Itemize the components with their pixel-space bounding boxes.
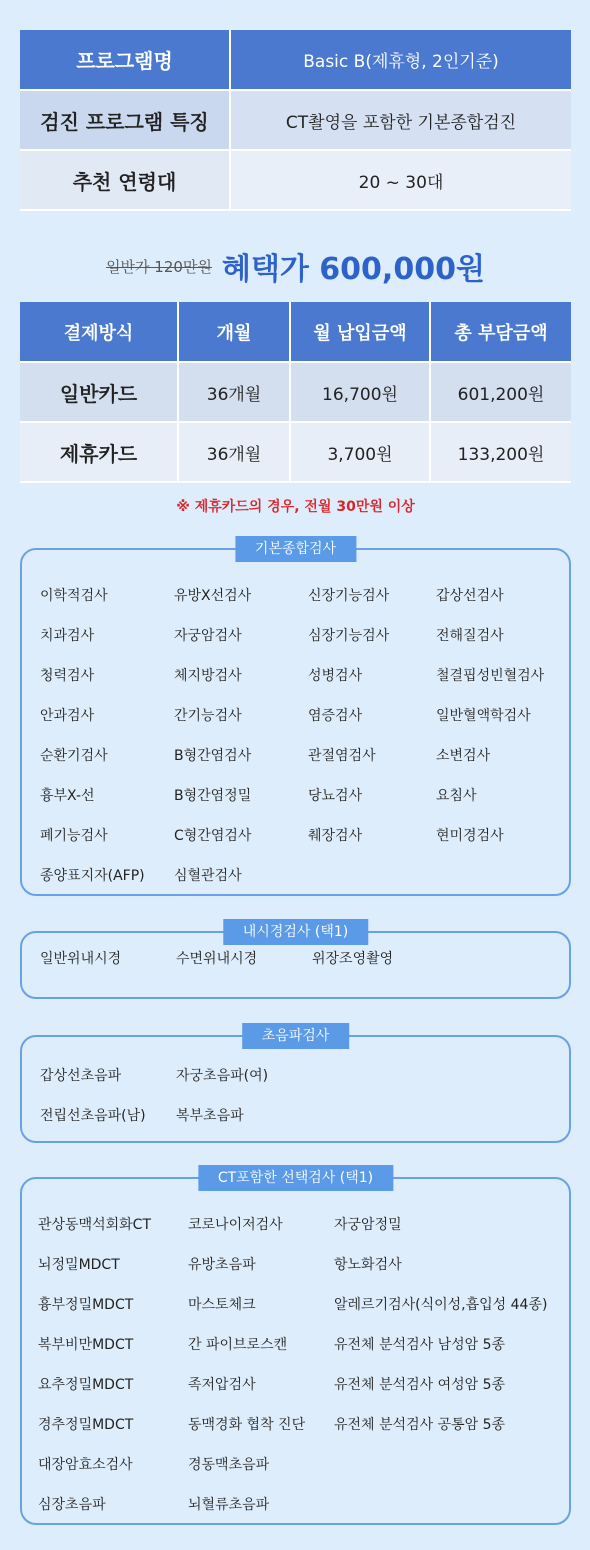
exam-item: 흉부정밀MDCT	[38, 1297, 134, 1313]
info-key: 검진 프로그램 특징	[20, 90, 230, 150]
exam-item: 자궁암검사	[174, 628, 242, 644]
info-value: Basic B(제휴형, 2인기준)	[230, 30, 571, 90]
exam-item: 동맥경화 협착 진단	[188, 1417, 306, 1433]
exam-item: 요침사	[436, 788, 477, 804]
exam-item: 일반위내시경	[40, 951, 122, 967]
exam-item: 뇌혈류초음파	[188, 1497, 270, 1513]
exam-item	[334, 1445, 574, 1485]
info-row-feature	[20, 90, 571, 150]
exam-item: 췌장검사	[308, 828, 363, 844]
exam-item: 항노화검사	[334, 1257, 402, 1273]
exam-item: 치과검사	[40, 628, 95, 644]
exam-item: 위장조영촬영	[312, 951, 394, 967]
exam-item: 전립선초음파(남)	[40, 1108, 146, 1124]
payment-cell: 601,200원	[430, 362, 571, 422]
page	[20, 30, 571, 1513]
partner-card-note: ※ 제휴카드의 경우, 전월 30만원 이상	[176, 499, 415, 515]
payment-cell: 일반카드	[20, 362, 178, 422]
exam-item: 대장암효소검사	[38, 1457, 133, 1473]
exam-item: 자궁암정밀	[334, 1217, 402, 1233]
exam-item: 유전체 분석검사 공통암 5종	[334, 1417, 506, 1433]
exam-list	[40, 1056, 312, 1136]
exam-item: 복부초음파	[176, 1108, 244, 1124]
exam-item: 관절염검사	[308, 748, 376, 764]
exam-item: 자궁초음파(여)	[176, 1068, 269, 1084]
exam-item: 소변검사	[436, 748, 491, 764]
exam-list	[38, 1205, 574, 1525]
info-row-age	[20, 150, 571, 210]
exam-item: 복부비만MDCT	[38, 1337, 134, 1353]
info-key: 추천 연령대	[20, 150, 230, 210]
exam-item: 신장기능검사	[308, 588, 390, 604]
exam-item: 당뇨검사	[308, 788, 363, 804]
exam-item: B형간염정밀	[174, 788, 252, 804]
payment-header: 총 부담금액	[430, 302, 571, 362]
exam-item	[334, 1485, 574, 1525]
exam-item: 유전체 분석검사 여성암 5종	[334, 1377, 506, 1393]
exam-item: 염증검사	[308, 708, 363, 724]
exam-item: 갑상선초음파	[40, 1068, 122, 1084]
payment-row-general-card	[20, 362, 571, 422]
exam-item: 순환기검사	[40, 748, 108, 764]
exam-item: 흉부X-선	[40, 788, 95, 804]
exam-item: C형간염검사	[174, 828, 252, 844]
payment-row-partner-card	[20, 422, 571, 482]
exam-item: 관상동맥석회화CT	[38, 1217, 151, 1233]
exam-item: 심장초음파	[38, 1497, 106, 1513]
info-row-program-name	[20, 30, 571, 90]
exam-item: 뇌정밀MDCT	[38, 1257, 120, 1273]
payment-cell: 제휴카드	[20, 422, 178, 482]
payment-header: 개월	[178, 302, 290, 362]
exam-item: 유방X선검사	[174, 588, 252, 604]
exam-item: 수면위내시경	[176, 951, 258, 967]
exam-item: 경추정밀MDCT	[38, 1417, 134, 1433]
section-title: CT포함한 선택검사 (택1)	[198, 1165, 393, 1191]
exam-item: 심혈관검사	[174, 868, 242, 884]
exam-list	[40, 576, 566, 896]
exam-item: 일반혈액학검사	[436, 708, 531, 724]
section-title: 내시경검사 (택1)	[223, 919, 368, 945]
regular-price: 일반가 120만원	[106, 257, 212, 276]
info-value: CT촬영을 포함한 기본종합검진	[230, 90, 571, 150]
exam-item: 간 파이브로스캔	[188, 1337, 288, 1353]
exam-item: 현미경검사	[436, 828, 504, 844]
exam-item: 폐기능검사	[40, 828, 108, 844]
exam-item: 알레르기검사(식이성,흡입성 44종)	[334, 1297, 548, 1313]
exam-item: B형간염검사	[174, 748, 252, 764]
exam-item: 심장기능검사	[308, 628, 390, 644]
info-key: 프로그램명	[20, 30, 230, 90]
section-endoscopy	[20, 924, 571, 999]
exam-item: 마스토체크	[188, 1297, 256, 1313]
section-basic-exam	[20, 541, 571, 896]
payment-table	[20, 302, 571, 483]
program-info-table	[20, 30, 571, 211]
payment-cell: 133,200원	[430, 422, 571, 482]
payment-header-row	[20, 302, 571, 362]
price-block	[20, 236, 571, 296]
exam-item: 간기능검사	[174, 708, 242, 724]
payment-cell: 3,700원	[290, 422, 430, 482]
section-title: 초음파검사	[242, 1023, 350, 1049]
payment-cell: 36개월	[178, 362, 290, 422]
exam-item: 유전체 분석검사 남성암 5종	[334, 1337, 506, 1353]
payment-header: 월 납입금액	[290, 302, 430, 362]
payment-cell: 36개월	[178, 422, 290, 482]
exam-item: 코로나이저검사	[188, 1217, 283, 1233]
benefit-price: 혜택가 600,000원	[221, 252, 485, 287]
payment-header: 결제방식	[20, 302, 178, 362]
section-ct-optional	[20, 1170, 571, 1525]
exam-item: 족저압검사	[188, 1377, 256, 1393]
exam-item: 유방초음파	[188, 1257, 256, 1273]
payment-cell: 16,700원	[290, 362, 430, 422]
info-value: 20 ~ 30대	[230, 150, 571, 210]
exam-item: 체지방검사	[174, 668, 242, 684]
exam-item: 안과검사	[40, 708, 95, 724]
exam-item: 종양표지자(AFP)	[40, 868, 145, 884]
exam-item: 철결핍성빈혈검사	[436, 668, 545, 684]
exam-item: 성병검사	[308, 668, 363, 684]
exam-item: 갑상선검사	[436, 588, 504, 604]
exam-item: 경동맥초음파	[188, 1457, 270, 1473]
exam-list	[40, 939, 452, 979]
exam-item: 요추정밀MDCT	[38, 1377, 134, 1393]
exam-item: 전해질검사	[436, 628, 504, 644]
exam-item: 이학적검사	[40, 588, 108, 604]
section-ultrasound	[20, 1028, 571, 1143]
section-title: 기본종합검사	[235, 536, 356, 562]
exam-item: 청력검사	[40, 668, 95, 684]
